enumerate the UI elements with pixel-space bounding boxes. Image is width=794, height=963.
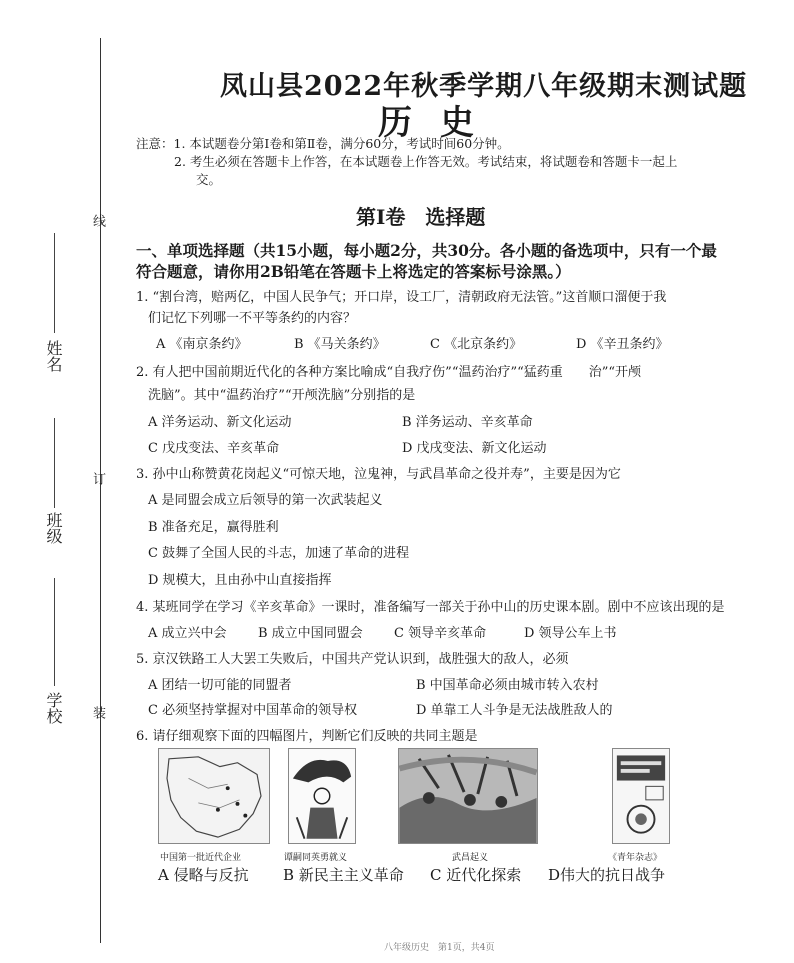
exam-title: 凤山县2022年秋季学期八年级期末测试题 xyxy=(220,71,748,102)
uprising-image xyxy=(398,748,538,844)
q5-option-b[interactable]: B 中国革命必须由城市转入农村 xyxy=(416,678,599,693)
binding-mark-line: 线 xyxy=(90,214,105,227)
question-1-stem-2: 们记忆下列哪一不平等条约的内容？ xyxy=(148,311,357,326)
q4-option-d[interactable]: D 领导公车上书 xyxy=(524,626,617,641)
q4-option-a[interactable]: A 成立兴中会 xyxy=(148,626,227,641)
class-label: 班级 xyxy=(44,512,63,544)
q2-option-c[interactable]: C 戊戌变法、辛亥革命 xyxy=(148,441,280,456)
q4-option-c[interactable]: C 领导辛亥革命 xyxy=(394,626,487,641)
q1-option-b[interactable]: B 《马关条约》 xyxy=(294,337,386,352)
q3-option-c[interactable]: C 鼓舞了全国人民的斗志，加速了革命的进程 xyxy=(148,546,410,561)
name-label: 姓名 xyxy=(44,340,63,372)
binding-mark-order: 订 xyxy=(90,472,105,485)
school-label: 学校 xyxy=(44,692,63,724)
binding-mark-bind: 装 xyxy=(90,706,105,719)
q3-option-b[interactable]: B 准备充足，赢得胜利 xyxy=(148,520,279,535)
question-1-stem: 1. “割台湾，赔两亿，中国人民争气；开口岸，设工厂，清朝政府无法管。”这首顺口溜便于我 xyxy=(136,290,667,305)
binding-line xyxy=(100,38,101,943)
notice-line-1: 注意：1. 本试题卷分第Ⅰ卷和第Ⅱ卷，满分60分，考试时间60分钟。 xyxy=(136,136,510,151)
caption-enterprise: 中国第一批近代企业 xyxy=(160,853,242,863)
q4-option-b[interactable]: B 成立中国同盟会 xyxy=(258,626,363,641)
martyr-image xyxy=(288,748,356,844)
question-2-stem: 2. 有人把中国前期近代化的各种方案比喻成“自我疗伤”“温药治疗”“猛药重 治”“开颅 xyxy=(136,365,642,380)
section-title: 第Ⅰ卷 选择题 xyxy=(356,205,486,229)
notice-line-3: 交。 xyxy=(196,172,222,187)
question-2-stem-2: 洗脑”。其中“温药治疗”“开颅洗脑”分别指的是 xyxy=(148,388,416,403)
q3-option-a[interactable]: A 是同盟会成立后领导的第一次武装起义 xyxy=(148,493,383,508)
q6-option-c[interactable]: C 近代化探索 xyxy=(430,866,522,884)
question-3-stem: 3. 孙中山称赞黄花岗起义“可惊天地，泣鬼神，与武昌革命之役并寿”，主要是因为它 xyxy=(136,467,621,482)
map-image xyxy=(158,748,270,844)
notice-label: 注意： xyxy=(136,136,174,151)
q2-option-a[interactable]: A 洋务运动、新文化运动 xyxy=(148,415,292,430)
q1-option-c[interactable]: C 《北京条约》 xyxy=(430,337,523,352)
q6-option-d[interactable]: D伟大的抗日战争 xyxy=(548,866,666,884)
caption-tan-sitong: 谭嗣同英勇就义 xyxy=(284,853,348,863)
name-blank[interactable] xyxy=(54,233,55,333)
q1-option-d[interactable]: D 《辛丑条约》 xyxy=(576,337,669,352)
instructions-line-1: 一、单项选择题（共15小题，每小题2分，共30分。各小题的备选项中，只有一个最 xyxy=(136,241,717,260)
q6-option-a[interactable]: A 侵略与反抗 xyxy=(158,866,249,884)
question-4-stem: 4. 某班同学在学习《辛亥革命》一课时，准备编写一部关于孙中山的历史课本剧。剧中不应该出现的是 xyxy=(136,600,725,615)
caption-wuchang: 武昌起义 xyxy=(452,853,489,863)
magazine-image xyxy=(612,748,670,844)
q2-option-d[interactable]: D 戊戌变法、新文化运动 xyxy=(402,441,547,456)
caption-youth-magazine: 《青年杂志》 xyxy=(608,853,663,863)
question-5-stem: 5. 京汉铁路工人大罢工失败后，中国共产党认识到，战胜强大的敌人，必须 xyxy=(136,652,569,667)
school-blank[interactable] xyxy=(54,578,55,686)
instructions-line-2: 符合题意，请你用2B铅笔在答题卡上将选定的答案标号涂黑。） xyxy=(136,262,571,281)
page-footer: 八年级历史 第1页，共4页 xyxy=(384,943,495,953)
q1-option-a[interactable]: A 《南京条约》 xyxy=(156,337,248,352)
q5-option-c[interactable]: C 必须坚持掌握对中国革命的领导权 xyxy=(148,703,358,718)
q5-option-d[interactable]: D 单靠工人斗争是无法战胜敌人的 xyxy=(416,703,613,718)
question-6-stem: 6. 请仔细观察下面的四幅图片，判断它们反映的共同主题是 xyxy=(136,729,478,744)
q6-option-b[interactable]: B 新民主主义革命 xyxy=(283,866,404,884)
q2-option-b[interactable]: B 洋务运动、辛亥革命 xyxy=(402,415,533,430)
notice-line-2: 2. 考生必须在答题卡上作答，在本试题卷上作答无效。考试结束，将试题卷和答题卡一起上 xyxy=(174,154,678,169)
subject-title: 历史 xyxy=(378,103,502,143)
class-blank[interactable] xyxy=(54,418,55,508)
q3-option-d[interactable]: D 规模大，且由孙中山直接指挥 xyxy=(148,573,332,588)
q5-option-a[interactable]: A 团结一切可能的同盟者 xyxy=(148,678,292,693)
